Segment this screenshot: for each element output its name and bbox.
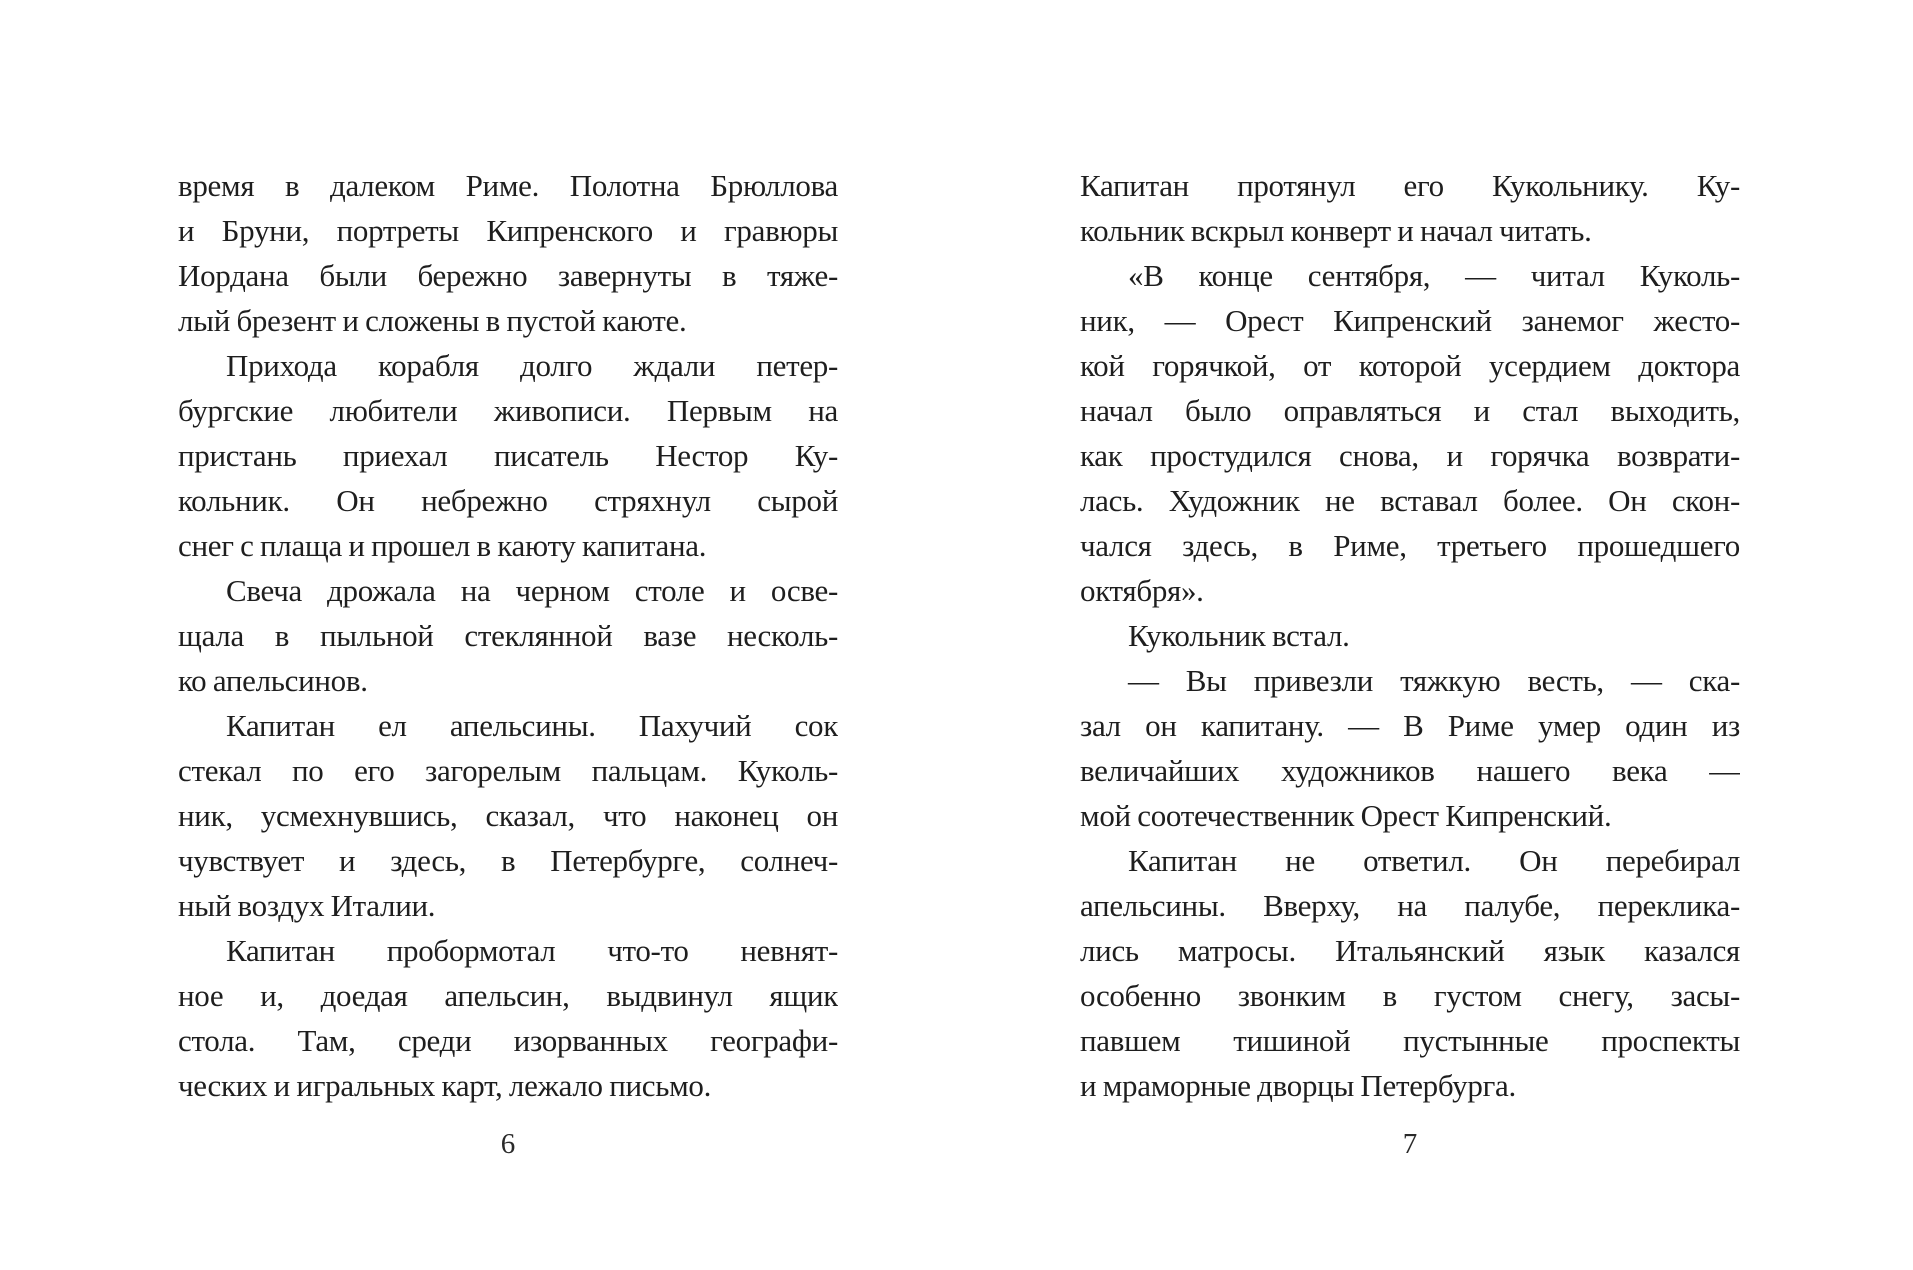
text-line: чувствует и здесь, в Петербурге, солнеч-: [178, 843, 838, 878]
text-line: особенно звонким в густом снегу, засы-: [1080, 978, 1740, 1013]
text-line: октября».: [1080, 573, 1204, 608]
text-line: ческих и игральных карт, лежало письмо.: [178, 1068, 712, 1103]
text-line: кольник вскрыл конверт и начал читать.: [1080, 213, 1592, 248]
text-line: ник, усмехнувшись, сказал, что наконец он: [178, 798, 838, 833]
page-left-number: 6: [500, 1128, 516, 1160]
text-line: лись матросы. Итальянский язык казался: [1080, 933, 1740, 968]
text-line: ник, — Орест Кипренский занемог жесто-: [1080, 303, 1740, 338]
text-line: Капитан ел апельсины. Пахучий сок: [226, 708, 838, 743]
page-right-number: 7: [1402, 1128, 1418, 1160]
text-line: ное и, доедая апельсин, выдвинул ящик: [178, 978, 838, 1013]
text-line: Свеча дрожала на черном столе и осве-: [226, 573, 838, 608]
text-line: начал было оправляться и стал выходить,: [1080, 393, 1740, 428]
text-line: и мраморные дворцы Петербурга.: [1080, 1068, 1516, 1103]
text-line: — Вы привезли тяжкую весть, — ска-: [1128, 663, 1740, 698]
text-line: кольник. Он небрежно стряхнул сырой: [178, 483, 838, 518]
text-line: Прихода корабля долго ждали петер-: [226, 348, 838, 383]
text-line: зал он капитану. — В Риме умер один из: [1080, 708, 1740, 743]
text-line: Иордана были бережно завернуты в тяже-: [178, 258, 838, 293]
text-line: Капитан не ответил. Он перебирал: [1128, 843, 1740, 878]
text-line: как простудился снова, и горячка возврати-: [1080, 438, 1740, 473]
text-line: апельсины. Вверху, на палубе, переклика-: [1080, 888, 1740, 923]
text-line: ный воздух Италии.: [178, 888, 436, 923]
text-line: «В конце сентября, — читал Куколь-: [1128, 258, 1740, 293]
text-line: кой горячкой, от которой усердием доктора: [1080, 348, 1740, 383]
page-right: [957, 0, 1913, 1270]
text-line: Кукольник встал.: [1128, 618, 1350, 653]
text-line: лась. Художник не вставал более. Он скон-: [1080, 483, 1740, 518]
text-line: стола. Там, среди изорванных географи-: [178, 1023, 838, 1058]
text-line: стекал по его загорелым пальцам. Куколь-: [178, 753, 838, 788]
text-line: Капитан протянул его Кукольнику. Ку-: [1080, 168, 1740, 203]
text-line: снег с плаща и прошел в каюту капитана.: [178, 528, 707, 563]
text-line: лый брезент и сложены в пустой каюте.: [178, 303, 687, 338]
text-line: Капитан пробормотал что-то невнят-: [226, 933, 838, 968]
text-line: пристань приехал писатель Нестор Ку-: [178, 438, 838, 473]
text-line: ко апельсинов.: [178, 663, 368, 698]
page-left-text-block: [178, 163, 838, 1108]
page-right-text-block: [1080, 163, 1740, 1108]
text-line: и Бруни, портреты Кипренского и гравюры: [178, 213, 838, 248]
text-line: щала в пыльной стеклянной вазе несколь-: [178, 618, 838, 653]
page-left: [0, 0, 956, 1270]
text-line: мой соотечественник Орест Кипренский.: [1080, 798, 1612, 833]
text-line: время в далеком Риме. Полотна Брюллова: [178, 168, 838, 203]
text-line: павшем тишиной пустынные проспекты: [1080, 1023, 1740, 1058]
text-line: бургские любители живописи. Первым на: [178, 393, 838, 428]
text-line: чался здесь, в Риме, третьего прошедшего: [1080, 528, 1740, 563]
text-line: величайших художников нашего века —: [1080, 753, 1740, 788]
